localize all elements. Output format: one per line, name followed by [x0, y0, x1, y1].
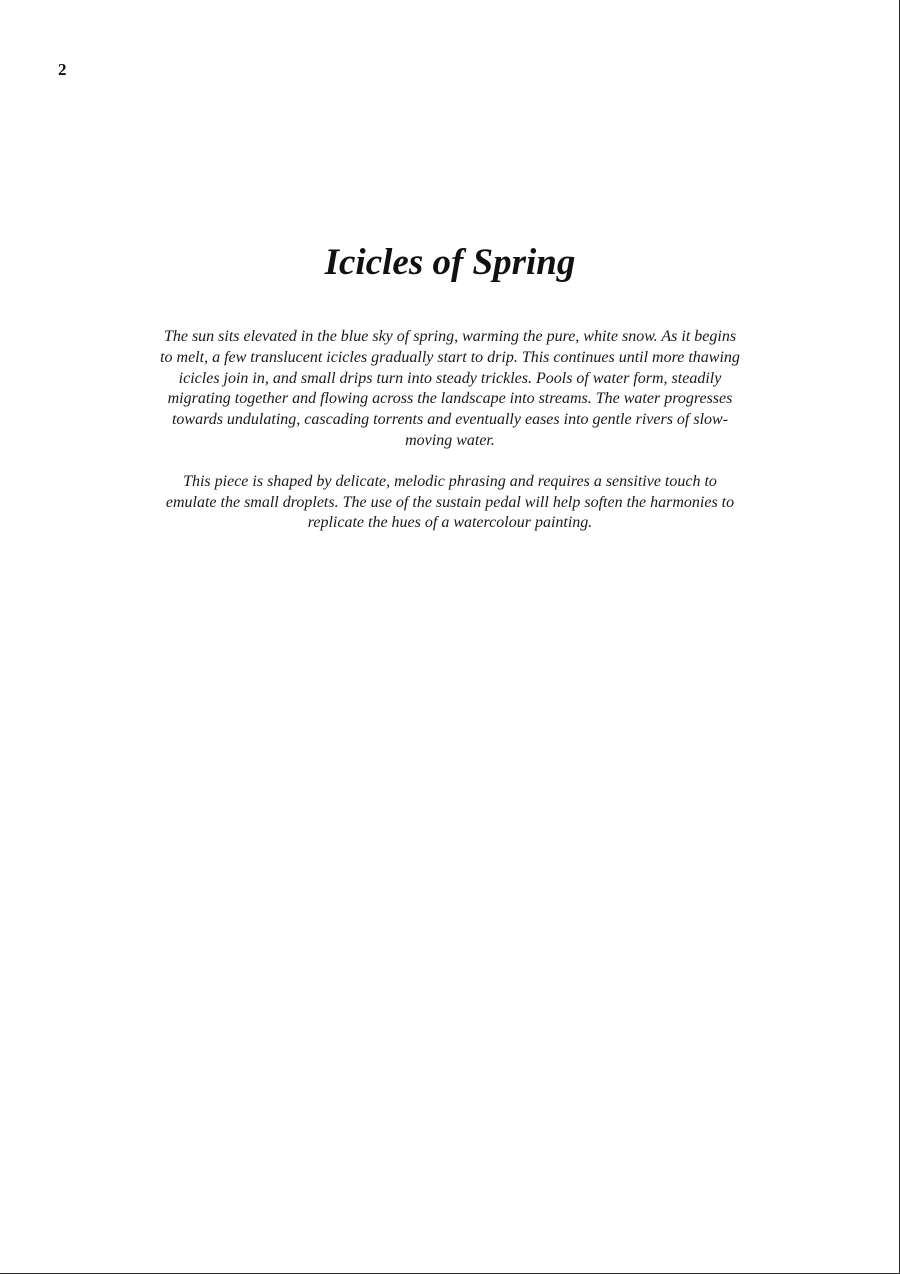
description-paragraph-2: This piece is shaped by delicate, melodic phrasing and requires a sensitive touch to emulate the small droplets. The use of the sustain pedal will help soften the harmonies to replicate the hues of a watercolour painting.: [165, 472, 735, 532]
piece-description: [160, 327, 740, 534]
page-number: 2: [58, 60, 67, 79]
description-paragraph-1: The sun sits elevated in the blue sky of spring, warming the pure, white snow. As it begins to melt, a few translucent icicles gradually start to drip. This continues until more thawing icicles join in, and small drips turn into steady trickles. Pools of water form, steadily migrating together and flowing across the landscape into streams. The water progresses towards undulating, cascading torrents and eventually eases into gentle rivers of slow-moving water.: [160, 328, 740, 449]
piece-title: Icicles of Spring: [324, 242, 576, 283]
